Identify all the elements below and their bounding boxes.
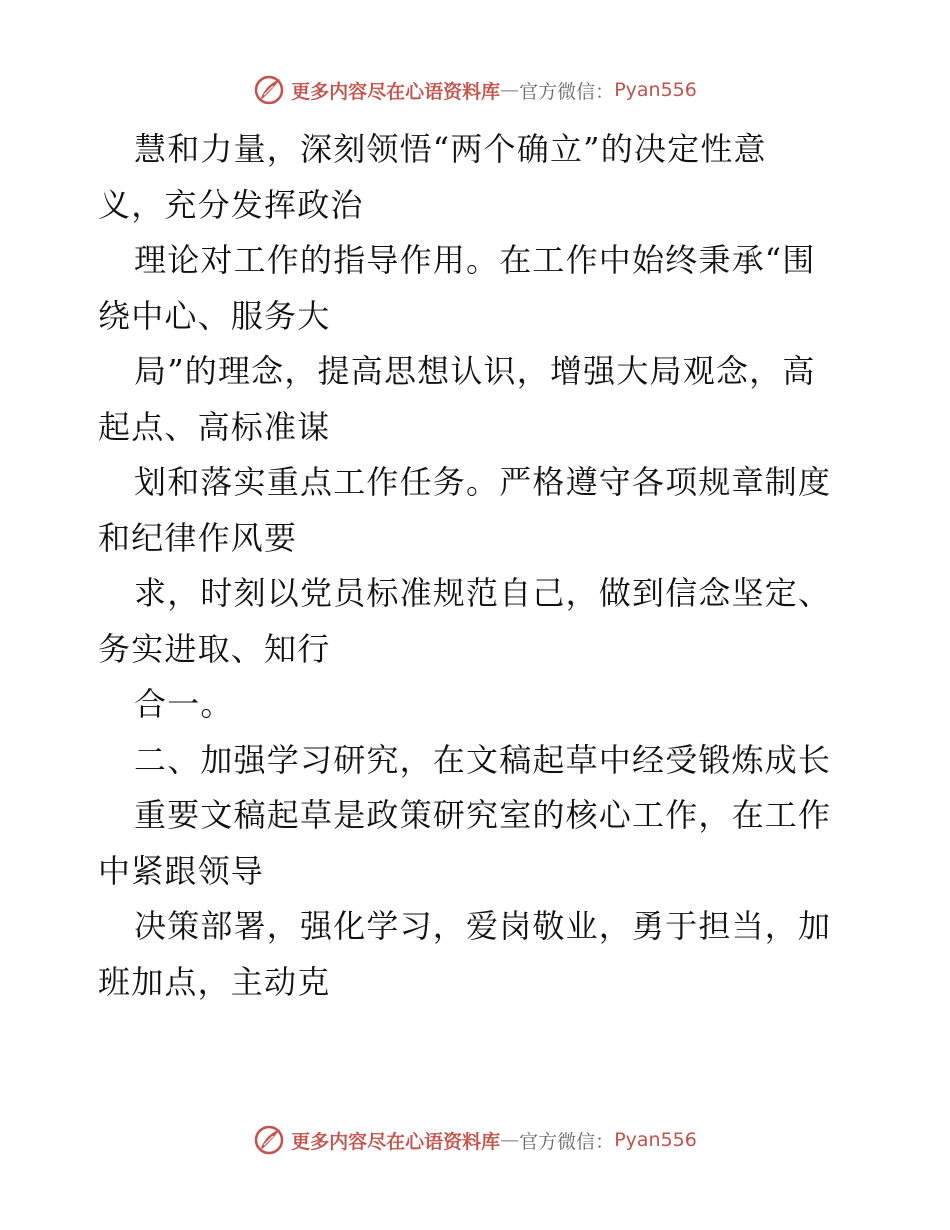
text-line: 求，时刻以党员标准规范自己，做到信念坚定、 [134, 574, 832, 612]
text-line: 和纪律作风要 [98, 518, 298, 557]
feather-logo-icon [253, 74, 285, 106]
text-line: 合一。 [134, 685, 234, 723]
text-line: 理论对工作的指导作用。在工作中始终秉承“围 [134, 241, 816, 279]
text-line: 划和落实重点工作任务。严格遵守各项规章制度 [134, 463, 832, 501]
text-line: 起点、高标准谋 [98, 407, 331, 446]
section-heading: 二、加强学习研究，在文稿起草中经受锻炼成长 [134, 740, 832, 779]
watermark-label: 官方微信： [519, 1130, 615, 1153]
text-line: 绕中心、服务大 [98, 296, 331, 335]
text-line: 决策部署，强化学习，爱岗敬业，勇于担当，加 [134, 907, 832, 945]
footer-watermark [0, 1120, 950, 1160]
watermark-main-text: 更多内容尽在心语资料库 [291, 1130, 501, 1153]
text-line: 班加点，主动克 [98, 962, 331, 1001]
watermark-id: Pyan556 [614, 79, 697, 101]
header-watermark [0, 70, 950, 110]
text-line: 务实进取、知行 [98, 629, 331, 668]
watermark-main-text: 更多内容尽在心语资料库 [291, 80, 501, 103]
text-line: 局”的理念，提高思想认识，增强大局观念，高 [134, 352, 816, 390]
watermark-id: Pyan556 [614, 1129, 697, 1151]
document-body [98, 122, 858, 1010]
text-line: 重要文稿起草是政策研究室的核心工作，在工作 [134, 796, 832, 834]
watermark-dash: — [500, 79, 520, 101]
text-line: 义，充分发挥政治 [98, 185, 364, 224]
feather-logo-icon [253, 1124, 285, 1156]
text-line: 中紧跟领导 [98, 851, 265, 890]
text-line: 慧和力量，深刻领悟“两个确立”的决定性意 [134, 130, 767, 168]
watermark-label: 官方微信： [519, 80, 615, 103]
watermark-dash: — [500, 1129, 520, 1151]
